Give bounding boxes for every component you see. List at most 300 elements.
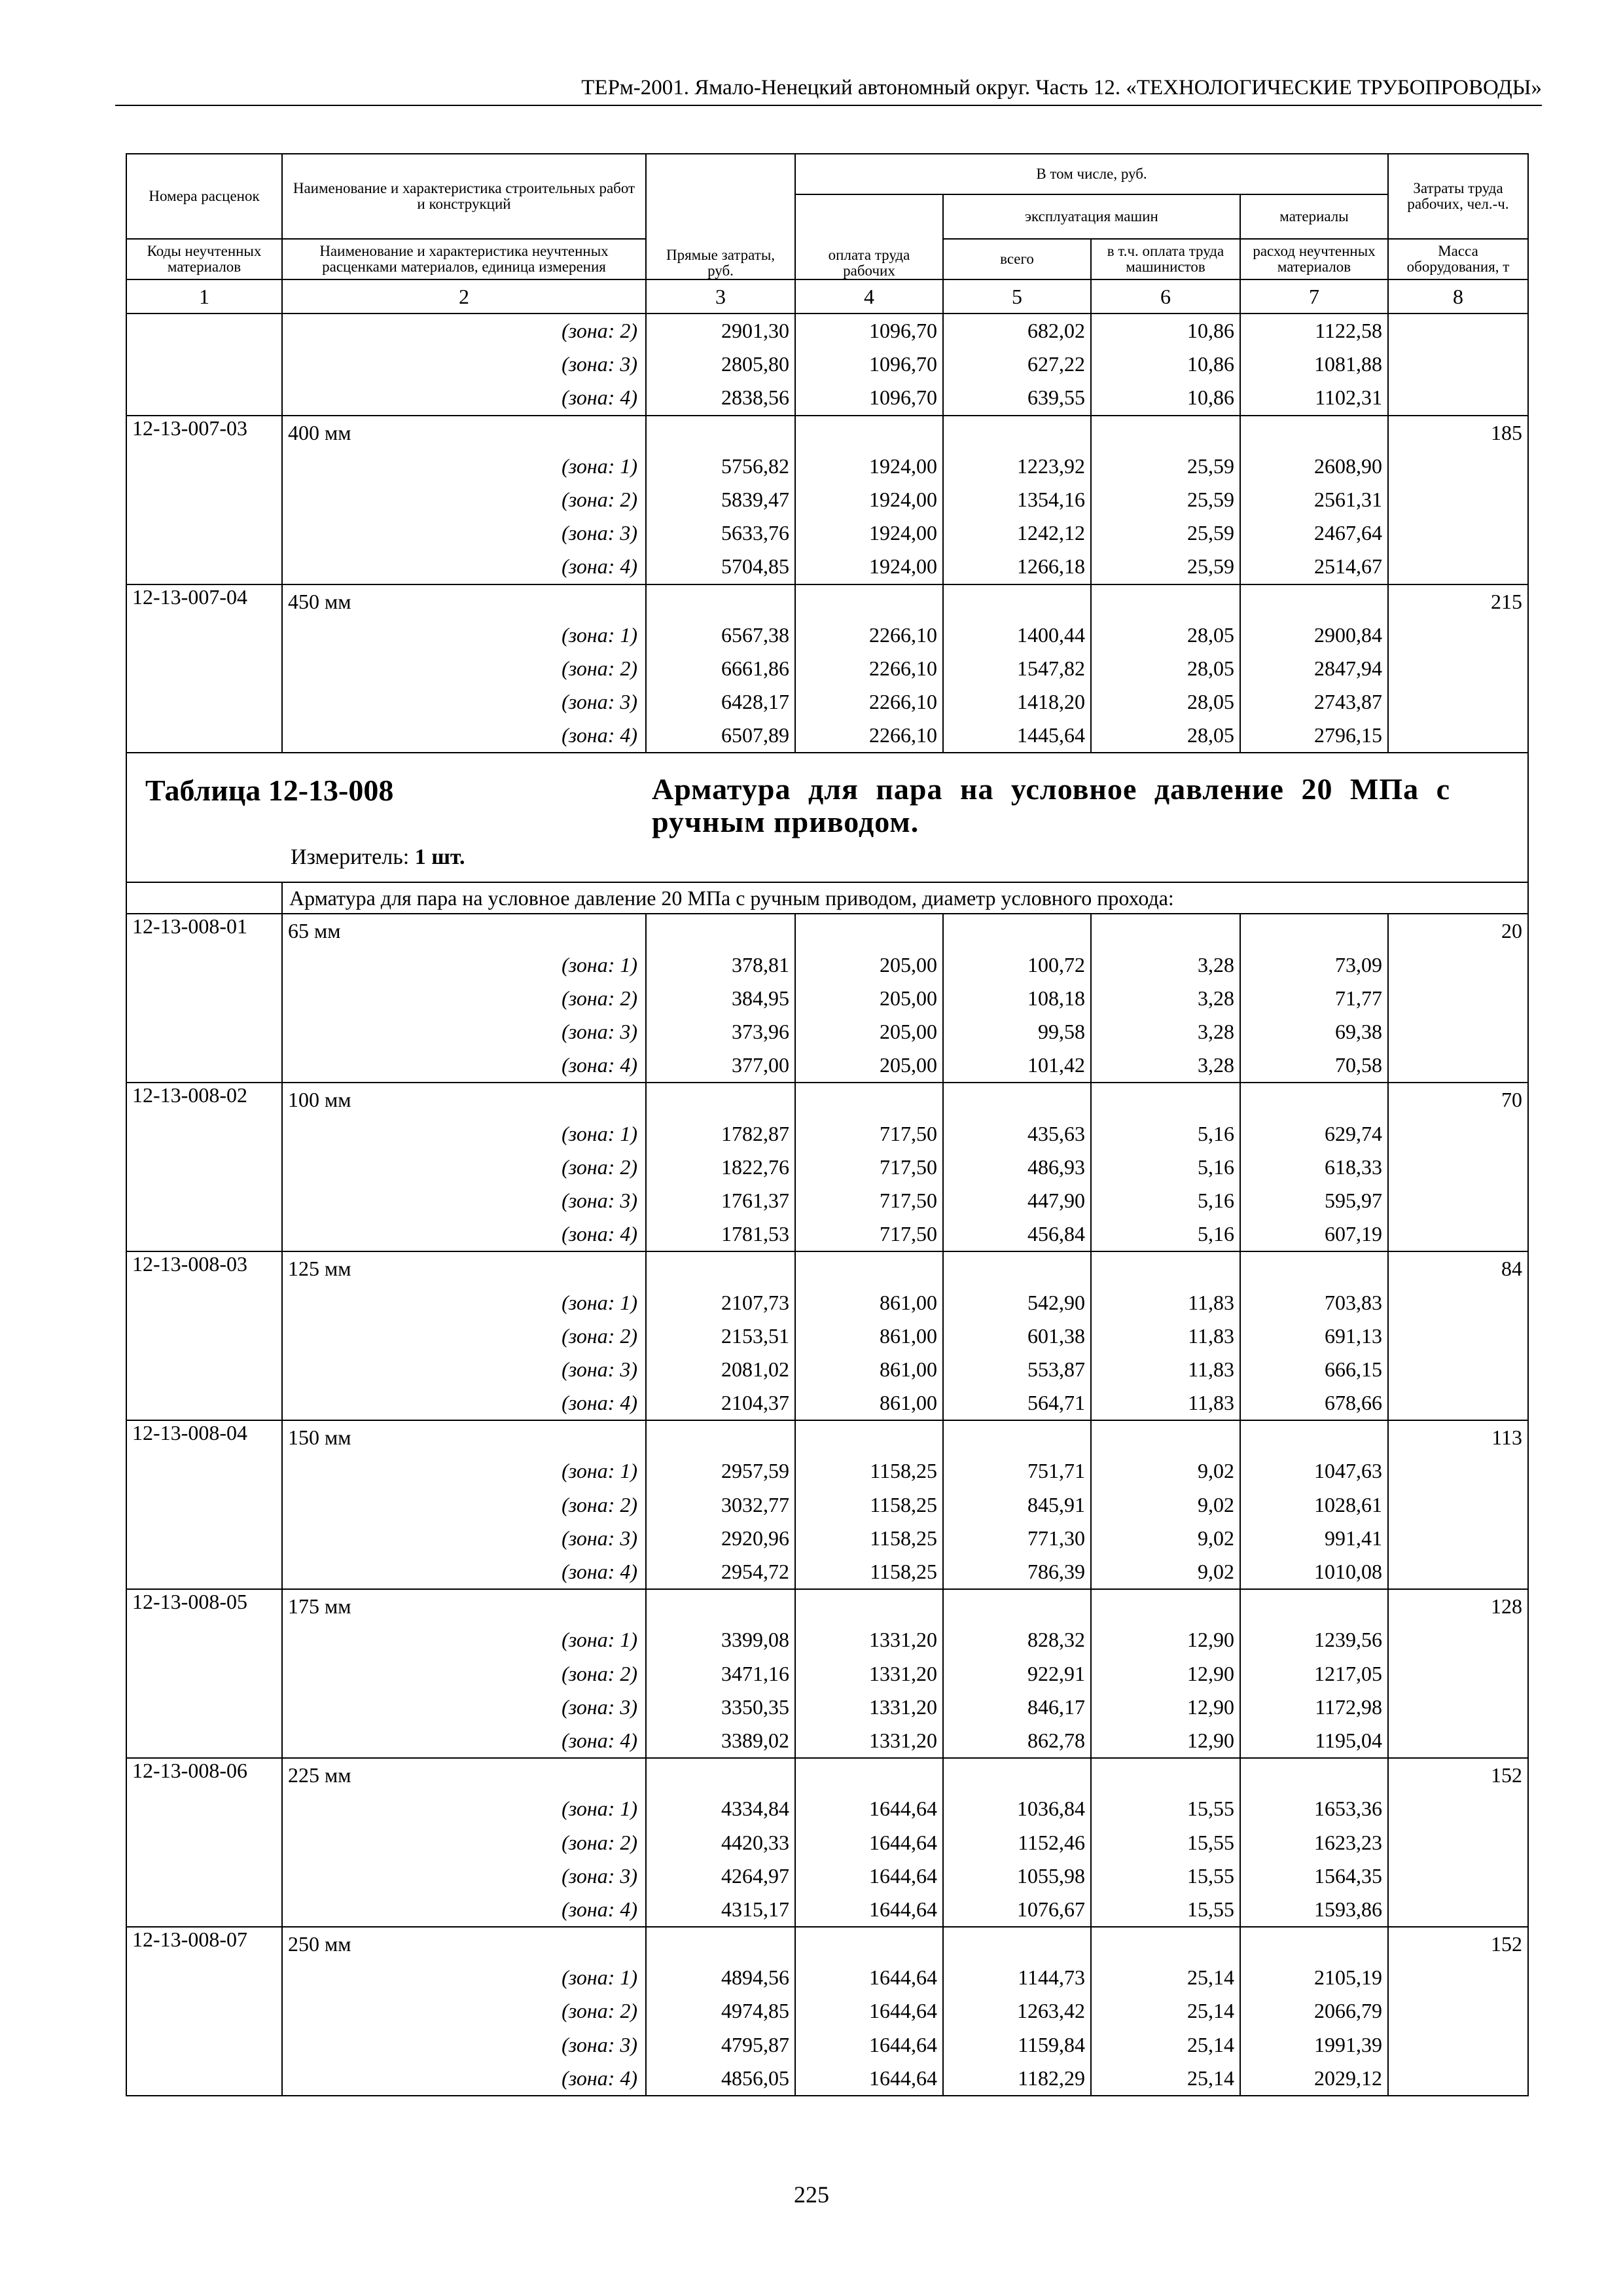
value: 703,83 <box>1325 1290 1383 1314</box>
value-cell <box>1091 1589 1240 1758</box>
value-cell <box>795 416 943 584</box>
value: 12,90 <box>1187 1628 1234 1652</box>
rate-row-continued <box>126 314 1528 416</box>
spacer <box>801 1928 937 1961</box>
value: 3471,16 <box>721 1661 789 1685</box>
value: 2901,30 <box>721 319 789 342</box>
spacer <box>1097 1083 1234 1117</box>
value: 1055,98 <box>1017 1863 1085 1888</box>
value: 1195,04 <box>1315 1728 1383 1752</box>
spacer <box>652 1759 789 1792</box>
zone-label: (зона: 2) <box>562 1323 637 1348</box>
col-consumption: расход неучтенных материалов <box>1240 239 1388 279</box>
value: 1644,64 <box>869 1797 937 1821</box>
value-cell <box>795 1083 943 1251</box>
zone-label: (зона: 4) <box>562 554 637 579</box>
value: 11,83 <box>1188 1290 1234 1314</box>
value: 691,13 <box>1325 1323 1383 1348</box>
mass-value: 113 <box>1491 1426 1523 1450</box>
value: 12,90 <box>1187 1728 1234 1752</box>
value-cell <box>1091 584 1240 753</box>
value: 377,00 <box>732 1053 789 1077</box>
zone-label: (зона: 3) <box>562 1526 637 1550</box>
value: 629,74 <box>1325 1121 1383 1145</box>
value: 2608,90 <box>1314 454 1383 478</box>
value: 2743,87 <box>1314 690 1383 714</box>
value-cell <box>1091 914 1240 1083</box>
spacer <box>652 585 789 619</box>
rate-row <box>126 584 1528 753</box>
diameter-label: 100 мм <box>288 1088 351 1112</box>
value: 25,59 <box>1187 487 1234 511</box>
value-cell <box>1240 416 1388 584</box>
value: 10,86 <box>1187 319 1234 342</box>
value: 1047,63 <box>1314 1459 1383 1483</box>
zone-label: (зона: 3) <box>562 521 637 545</box>
rate-name <box>282 416 646 584</box>
value: 25,14 <box>1187 2032 1234 2056</box>
value: 2105,19 <box>1314 1965 1383 1990</box>
value: 2514,67 <box>1314 554 1383 579</box>
spacer <box>801 914 937 948</box>
value-cell <box>646 1083 795 1251</box>
value: 205,00 <box>880 1020 937 1043</box>
value-cell <box>646 1589 795 1758</box>
value-cell <box>795 1927 943 2096</box>
zone-label: (зона: 3) <box>562 690 637 714</box>
value: 2081,02 <box>721 1357 789 1381</box>
value: 627,22 <box>1027 352 1085 376</box>
value-cell <box>646 1251 795 1420</box>
value-cell <box>943 1758 1091 1927</box>
zone-label: (зона: 3) <box>562 2032 637 2056</box>
rate-code: 12-13-007-04 <box>126 584 282 753</box>
spacer <box>801 1421 937 1454</box>
value: 108,18 <box>1027 986 1085 1010</box>
mass-value: 70 <box>1501 1088 1523 1112</box>
rate-row <box>126 416 1528 584</box>
value: 1445,64 <box>1017 723 1085 747</box>
value: 1172,98 <box>1315 1695 1383 1719</box>
value: 12,90 <box>1187 1661 1234 1685</box>
value: 922,91 <box>1027 1661 1085 1685</box>
mass-cell <box>1388 1251 1528 1420</box>
rate-name <box>282 1083 646 1251</box>
value: 25,59 <box>1187 521 1234 545</box>
value: 25,14 <box>1187 1999 1234 2023</box>
rate-name <box>282 1758 646 1927</box>
col-operator-wages: в т.ч. оплата труда машинистов <box>1091 239 1240 279</box>
value: 607,19 <box>1325 1222 1383 1246</box>
zone-label: (зона: 4) <box>562 1897 637 1921</box>
spacer <box>1097 585 1234 619</box>
value: 9,02 <box>1198 1526 1234 1550</box>
value: 991,41 <box>1325 1526 1383 1550</box>
mass-value: 84 <box>1501 1257 1523 1281</box>
rate-name <box>282 1251 646 1420</box>
mass-cell <box>1388 914 1528 1083</box>
zone-label: (зона: 4) <box>562 1222 637 1246</box>
spacer <box>652 416 789 450</box>
zone-label: (зона: 2) <box>562 986 637 1010</box>
value: 1781,53 <box>721 1222 789 1246</box>
table-title: Арматура для пара на условное давление 20 МПа с ручным приводом. <box>652 772 1450 839</box>
value: 1158,25 <box>870 1526 937 1550</box>
rate-code <box>126 314 282 416</box>
value: 1217,05 <box>1314 1661 1383 1685</box>
value: 1644,64 <box>869 1830 937 1854</box>
value: 9,02 <box>1198 1459 1234 1483</box>
col-number: 6 <box>1091 279 1240 314</box>
value-cell <box>943 914 1091 1083</box>
spacer <box>652 1083 789 1117</box>
zone-label: (зона: 4) <box>562 1728 637 1752</box>
value: 435,63 <box>1027 1121 1085 1145</box>
col-machines: эксплуатация машин <box>943 194 1240 239</box>
value: 2805,80 <box>721 352 789 376</box>
value: 862,78 <box>1027 1728 1085 1752</box>
value: 2957,59 <box>721 1459 789 1483</box>
col-number: 5 <box>943 279 1091 314</box>
col-material-name: Наименование и характеристика неучтенных расценками материалов, единица измерения <box>282 239 646 279</box>
col-number: 8 <box>1388 279 1528 314</box>
spacer <box>801 1590 937 1623</box>
value: 6428,17 <box>721 690 789 714</box>
value: 2900,84 <box>1314 622 1383 647</box>
zone-label: (зона: 3) <box>562 1863 637 1888</box>
value: 1010,08 <box>1314 1560 1383 1583</box>
rate-code: 12-13-008-07 <box>126 1927 282 2096</box>
rate-code: 12-13-008-02 <box>126 1083 282 1251</box>
value: 205,00 <box>880 1053 937 1077</box>
value: 553,87 <box>1027 1357 1085 1381</box>
value: 1242,12 <box>1017 521 1085 545</box>
value: 10,86 <box>1187 352 1234 376</box>
table-body-008 <box>126 914 1528 2096</box>
value-cell <box>1240 314 1388 416</box>
value: 1623,23 <box>1314 1830 1383 1854</box>
value: 205,00 <box>880 986 937 1010</box>
value-cell <box>795 1251 943 1420</box>
value-cell <box>943 416 1091 584</box>
value: 1182,29 <box>1018 2066 1085 2090</box>
value: 1924,00 <box>869 521 937 545</box>
value: 1036,84 <box>1017 1797 1085 1821</box>
value: 861,00 <box>880 1323 937 1348</box>
value: 618,33 <box>1325 1155 1383 1179</box>
zone-label: (зона: 1) <box>562 454 637 478</box>
value: 25,14 <box>1187 2066 1234 2090</box>
table-caption-block <box>126 753 1528 914</box>
value: 15,55 <box>1187 1830 1234 1854</box>
spacer <box>801 1252 937 1285</box>
value: 1761,37 <box>721 1188 789 1212</box>
value-cell <box>795 914 943 1083</box>
zone-label: (зона: 2) <box>562 656 637 680</box>
unit-value: 1 шт. <box>414 845 465 870</box>
value: 69,38 <box>1335 1020 1383 1043</box>
col-work-name: Наименование и характеристика строительных работ и конструкций <box>282 154 646 239</box>
value: 4334,84 <box>721 1797 789 1821</box>
value: 1782,87 <box>721 1121 789 1145</box>
value: 2066,79 <box>1314 1999 1383 2023</box>
value: 2954,72 <box>721 1560 789 1583</box>
value-cell <box>646 416 795 584</box>
value: 595,97 <box>1325 1188 1383 1212</box>
mass-cell <box>1388 1927 1528 2096</box>
value: 1144,73 <box>1018 1965 1085 1990</box>
value: 1159,84 <box>1018 2032 1085 2056</box>
diameter-label: 65 мм <box>288 919 341 943</box>
value: 28,05 <box>1187 690 1234 714</box>
value: 5756,82 <box>721 454 789 478</box>
value: 378,81 <box>732 952 789 977</box>
value: 1822,76 <box>721 1155 789 1179</box>
rate-name <box>282 314 646 416</box>
value: 2266,10 <box>869 622 937 647</box>
value: 1028,61 <box>1314 1492 1383 1516</box>
value: 3399,08 <box>721 1628 789 1652</box>
value: 5,16 <box>1198 1222 1234 1246</box>
rate-row <box>126 1420 1528 1589</box>
diameter-label: 250 мм <box>288 1932 351 1956</box>
mass-cell <box>1388 314 1528 416</box>
spacer <box>949 416 1085 450</box>
zone-label: (зона: 3) <box>562 1020 637 1043</box>
zone-label: (зона: 1) <box>562 1459 637 1483</box>
col-materials: материалы <box>1240 194 1388 239</box>
zone-label: (зона: 3) <box>562 352 637 376</box>
value-cell <box>1240 1589 1388 1758</box>
col-number: 1 <box>126 279 282 314</box>
value: 5,16 <box>1198 1121 1234 1145</box>
page-number: 225 <box>794 2181 829 2208</box>
spacer <box>1246 1928 1382 1961</box>
value: 666,15 <box>1325 1357 1383 1381</box>
value: 1644,64 <box>869 1965 937 1990</box>
value: 100,72 <box>1027 952 1085 977</box>
spacer <box>1246 416 1382 450</box>
mass-value: 128 <box>1491 1594 1523 1619</box>
spacer <box>949 1759 1085 1792</box>
zone-label: (зона: 2) <box>562 487 637 511</box>
value: 205,00 <box>880 952 937 977</box>
value-cell <box>943 1420 1091 1589</box>
value: 4974,85 <box>721 1999 789 2023</box>
value-cell <box>1240 1083 1388 1251</box>
zone-label: (зона: 2) <box>562 1830 637 1854</box>
zone-label: (зона: 1) <box>562 622 637 647</box>
mass-cell <box>1388 1758 1528 1927</box>
zone-label: (зона: 3) <box>562 1357 637 1381</box>
value: 2920,96 <box>721 1526 789 1550</box>
rate-code: 12-13-007-03 <box>126 416 282 584</box>
col-in-total: В том числе, руб. <box>795 154 1388 194</box>
col-machines-total: всего <box>943 239 1091 279</box>
spacer <box>801 1083 937 1117</box>
value: 3350,35 <box>721 1695 789 1719</box>
value: 1102,31 <box>1315 386 1383 410</box>
value: 2266,10 <box>869 656 937 680</box>
value-cell <box>1091 1758 1240 1927</box>
value: 1331,20 <box>869 1728 937 1752</box>
spacer <box>1246 1590 1382 1623</box>
table-header <box>126 154 1528 314</box>
value-cell <box>646 314 795 416</box>
value: 3,28 <box>1198 952 1234 977</box>
value: 678,66 <box>1325 1391 1383 1415</box>
rate-code: 12-13-008-03 <box>126 1251 282 1420</box>
value: 1152,46 <box>1018 1830 1085 1854</box>
spacer <box>949 1252 1085 1285</box>
value-cell <box>646 914 795 1083</box>
value: 1644,64 <box>869 1863 937 1888</box>
spacer <box>801 416 937 450</box>
value: 9,02 <box>1198 1560 1234 1583</box>
mass-cell <box>1388 1420 1528 1589</box>
value-cell <box>1091 314 1240 416</box>
value: 486,93 <box>1027 1155 1085 1179</box>
table-id: Таблица 12-13-008 <box>145 774 394 808</box>
spacer <box>949 1083 1085 1117</box>
value: 4856,05 <box>721 2066 789 2090</box>
value: 12,90 <box>1187 1695 1234 1719</box>
col-mass: Масса оборудования, т <box>1388 239 1528 279</box>
rate-row <box>126 1589 1528 1758</box>
mass-value: 185 <box>1491 420 1523 444</box>
mass-value: 152 <box>1491 1763 1523 1787</box>
value: 2266,10 <box>869 723 937 747</box>
spacer <box>652 1590 789 1623</box>
zone-label: (зона: 1) <box>562 1965 637 1990</box>
value: 10,86 <box>1187 386 1234 410</box>
rate-code: 12-13-008-06 <box>126 1758 282 1927</box>
rate-name <box>282 914 646 1083</box>
value: 1564,35 <box>1314 1863 1383 1888</box>
zone-label: (зона: 2) <box>562 1492 637 1516</box>
mass-cell <box>1388 1083 1528 1251</box>
col-wages: оплата труда рабочих <box>795 194 943 279</box>
column-numbers-row <box>126 279 1528 314</box>
zone-label: (зона: 2) <box>562 1999 637 2023</box>
spacer <box>949 1590 1085 1623</box>
value: 2107,73 <box>721 1290 789 1314</box>
value: 4795,87 <box>721 2032 789 2056</box>
value: 73,09 <box>1335 952 1383 977</box>
value-cell <box>1091 1083 1240 1251</box>
value: 1924,00 <box>869 454 937 478</box>
rate-name <box>282 1589 646 1758</box>
value: 28,05 <box>1187 656 1234 680</box>
value: 771,30 <box>1027 1526 1085 1550</box>
value: 1096,70 <box>869 319 937 342</box>
spacer <box>1097 1252 1234 1285</box>
value: 11,83 <box>1188 1357 1234 1381</box>
value: 2838,56 <box>721 386 789 410</box>
value-cell <box>943 584 1091 753</box>
value: 1266,18 <box>1017 554 1085 579</box>
spacer <box>1246 1083 1382 1117</box>
value-cell <box>646 1758 795 1927</box>
value: 11,83 <box>1188 1391 1234 1415</box>
value: 751,71 <box>1027 1459 1085 1483</box>
value: 601,38 <box>1027 1323 1085 1348</box>
col-number: 2 <box>282 279 646 314</box>
value: 845,91 <box>1027 1492 1085 1516</box>
value: 639,55 <box>1027 386 1085 410</box>
value: 1263,42 <box>1017 1999 1085 2023</box>
rate-code: 12-13-008-01 <box>126 914 282 1083</box>
value: 25,59 <box>1187 554 1234 579</box>
value-cell <box>943 1927 1091 2096</box>
value: 1096,70 <box>869 386 937 410</box>
value: 99,58 <box>1038 1020 1085 1043</box>
value: 1354,16 <box>1017 487 1085 511</box>
mass-cell <box>1388 416 1528 584</box>
value: 1076,67 <box>1017 1897 1085 1921</box>
spacer <box>1246 1421 1382 1454</box>
spacer <box>801 1759 937 1792</box>
spacer <box>1246 585 1382 619</box>
spacer <box>652 1252 789 1285</box>
value: 456,84 <box>1027 1222 1085 1246</box>
value-cell <box>1091 1927 1240 2096</box>
value: 3032,77 <box>721 1492 789 1516</box>
value: 6567,38 <box>721 622 789 647</box>
value-cell <box>1091 416 1240 584</box>
rate-row <box>126 1251 1528 1420</box>
value: 2153,51 <box>721 1323 789 1348</box>
value: 717,50 <box>880 1188 937 1212</box>
value: 1158,25 <box>870 1459 937 1483</box>
value: 6507,89 <box>721 723 789 747</box>
value: 2847,94 <box>1314 656 1383 680</box>
value-cell <box>795 314 943 416</box>
value: 717,50 <box>880 1121 937 1145</box>
spacer <box>1097 416 1234 450</box>
diameter-label: 125 мм <box>288 1257 351 1281</box>
value: 3,28 <box>1198 1020 1234 1043</box>
value: 11,83 <box>1188 1323 1234 1348</box>
value: 1331,20 <box>869 1695 937 1719</box>
rate-code: 12-13-008-04 <box>126 1420 282 1589</box>
zone-label: (зона: 3) <box>562 1188 637 1212</box>
value: 1644,64 <box>869 2032 937 2056</box>
value: 1644,64 <box>869 2066 937 2090</box>
value: 861,00 <box>880 1391 937 1415</box>
value: 15,55 <box>1187 1863 1234 1888</box>
value-cell <box>1240 584 1388 753</box>
col-labor: Затраты труда рабочих, чел.-ч. <box>1388 154 1528 239</box>
diameter-label: 225 мм <box>288 1763 351 1787</box>
mass-cell <box>1388 584 1528 753</box>
value-cell <box>1091 1420 1240 1589</box>
value: 101,42 <box>1027 1053 1085 1077</box>
spacer <box>1097 1928 1234 1961</box>
mass-value: 215 <box>1491 589 1523 613</box>
value: 15,55 <box>1187 1897 1234 1921</box>
col-direct-costs: Прямые затраты, руб. <box>646 154 795 279</box>
spacer <box>949 1928 1085 1961</box>
value: 71,77 <box>1335 986 1383 1010</box>
value: 447,90 <box>1027 1188 1085 1212</box>
table-body-continued <box>126 314 1528 753</box>
zone-label: (зона: 1) <box>562 1797 637 1821</box>
rate-row <box>126 1927 1528 2096</box>
rate-name <box>282 1420 646 1589</box>
value: 717,50 <box>880 1155 937 1179</box>
rate-name <box>282 1927 646 2096</box>
